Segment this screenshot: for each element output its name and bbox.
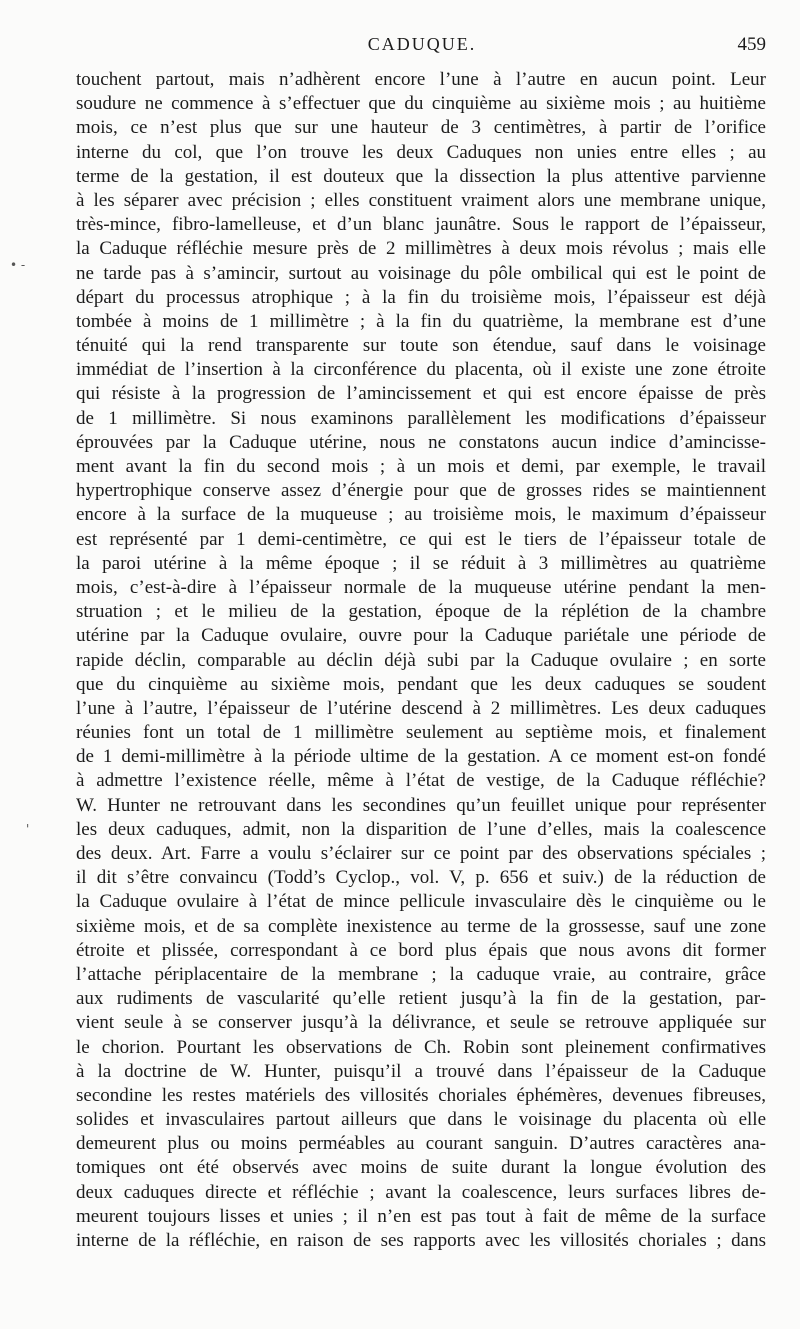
text-line: mois, c’est-à-dire à l’épaisseur normale de la muqueuse utérine pendant la men- bbox=[76, 576, 766, 598]
text-line: il dit s’être convaincu (Todd’s Cyclop., vol. V, p. 656 et suiv.) de la réduction de bbox=[76, 867, 766, 889]
text-line: à la doctrine de W. Hunter, puisqu’il a trouvé dans l’épaisseur de la Caduque bbox=[76, 1060, 766, 1082]
text-line: des deux. Art. Farre a voulu s’éclairer sur ce point par des observations spéciales ; bbox=[76, 843, 766, 864]
margin-speck-mark: • - bbox=[10, 258, 26, 272]
text-line: à admettre l’existence réelle, même à l’état de vestige, de la Caduque réfléchie? bbox=[76, 770, 766, 792]
running-head bbox=[78, 34, 766, 60]
text-line: interne du col, que l’on trouve les deux Caduques non unies entre elles ; au bbox=[76, 141, 766, 163]
text-line: interne de la réfléchie, en raison de ses rapports avec les villosités choriales ; dans bbox=[76, 1230, 766, 1251]
text-line: encore à la surface de la muqueuse ; au troisième mois, le maximum d’épaisseur bbox=[76, 504, 766, 526]
margin-speck-mark: ' bbox=[26, 822, 30, 836]
text-line: soudure ne commence à s’effectuer que du cinquième au sixième mois ; au huitième bbox=[76, 93, 766, 115]
text-line: vient seule à se conserver jusqu’à la délivrance, et seule se retrouve appliquée sur bbox=[76, 1012, 766, 1034]
text-line: la paroi utérine à la même époque ; il se réduit à 3 millimètres au quatrième bbox=[76, 552, 766, 574]
text-line: utérine par la Caduque ovulaire, ouvre pour la Caduque pariétale une période de bbox=[76, 625, 766, 647]
text-line: hypertrophique conserve assez d’énergie pour que de grosses rides se maintiennent bbox=[76, 480, 766, 502]
text-line: ténuité qui la rend transparente sur toute son étendue, sauf dans le voisinage bbox=[76, 335, 766, 357]
text-line: ment avant la fin du second mois ; à un mois et demi, par exemple, le travail bbox=[76, 456, 766, 477]
text-line: que du cinquième au sixième mois, pendant que les deux caduques se soudent bbox=[76, 673, 766, 695]
text-line: struation ; et le milieu de la gestation, époque de la réplétion de la chambre bbox=[76, 601, 766, 623]
text-line: ne tarde pas à s’amincir, surtout au voisinage du pôle ombilical qui est le point de bbox=[76, 262, 766, 284]
text-line: tomiques ont été observés avec moins de suite durant la longue évolution des bbox=[76, 1157, 766, 1179]
text-line: l’attache périplacentaire de la membrane ; la caduque vraie, au contraire, grâce bbox=[76, 963, 766, 985]
page-number: 459 bbox=[737, 34, 766, 55]
text-line: le chorion. Pourtant les observations de Ch. Robin sont pleinement confirmatives bbox=[76, 1036, 766, 1058]
text-line: rapide déclin, comparable au déclin déjà subi par la Caduque ovulaire ; en sorte bbox=[76, 649, 766, 671]
text-line: W. Hunter ne retrouvant dans les secondines qu’un feuillet unique pour représenter bbox=[76, 794, 766, 816]
text-line: de 1 demi-millimètre à la période ultime de la gestation. A ce moment est-on fondé bbox=[76, 746, 766, 768]
text-line: réunies font un total de 1 millimètre seulement au septième mois, et finalement bbox=[76, 722, 766, 744]
text-line: terme de la gestation, il est douteux que la dissection la plus attentive parvienne bbox=[76, 165, 766, 187]
running-title: CADUQUE. bbox=[367, 34, 477, 54]
text-line: est représenté par 1 demi-centimètre, ce qui est le tiers de l’épaisseur totale de bbox=[76, 528, 766, 550]
text-line: deux caduques directe et réfléchie ; avant la coalescence, leurs surfaces libres de- bbox=[76, 1181, 766, 1203]
text-line: étroite et plissée, correspondant à ce bord plus épais que nous avons dit former bbox=[76, 939, 766, 961]
text-line: meurent toujours lisses et unies ; il n’en est pas tout à fait de même de la surface bbox=[76, 1205, 766, 1227]
text-line: sixième mois, et de sa complète inexistence au terme de la grossesse, sauf une zone bbox=[76, 915, 766, 937]
text-line: départ du processus atrophique ; à la fin du troisième mois, l’épaisseur est déjà bbox=[76, 286, 766, 308]
text-line: tombée à moins de 1 millimètre ; à la fin du quatrième, la membrane est d’une bbox=[76, 310, 766, 332]
text-line: aux rudiments de vascularité qu’elle retient jusqu’à la fin de la gestation, par- bbox=[76, 988, 766, 1010]
text-line: la Caduque réfléchie mesure près de 2 millimètres à deux mois révolus ; mais elle bbox=[76, 238, 766, 260]
text-line: mois, ce n’est plus que sur une hauteur de 3 centimètres, à partir de l’orifice bbox=[76, 117, 766, 139]
text-line: la Caduque ovulaire à l’état de mince pellicule invasculaire dès le cinquième ou le bbox=[76, 891, 766, 913]
text-line: les deux caduques, admit, non la disparition de l’une d’elles, mais la coalescence bbox=[76, 818, 766, 840]
text-line: solides et invasculaires partout ailleurs que dans le voisinage du placenta où elle bbox=[76, 1109, 766, 1131]
text-line: de 1 millimètre. Si nous examinons parallèlement les modifications d’épaisseur bbox=[76, 407, 766, 429]
text-line: touchent partout, mais n’adhèrent encore l’une à l’autre en aucun point. Leur bbox=[76, 69, 766, 90]
text-line: secondine les restes matériels des villosités choriales éphémères, devenues fibreuses, bbox=[76, 1084, 766, 1106]
text-line: qui résiste à la progression de l’amincissement et qui est encore épaisse de près bbox=[76, 383, 766, 405]
body-text bbox=[76, 68, 766, 1253]
text-line: à les séparer avec précision ; elles constituent vraiment alors une membrane unique, bbox=[76, 189, 766, 211]
text-line: éprouvées par la Caduque utérine, nous ne constatons aucun indice d’amincisse- bbox=[76, 431, 766, 453]
text-line: très-mince, fibro-lamelleuse, et d’un blanc jaunâtre. Sous le rapport de l’épaisseur, bbox=[76, 214, 766, 236]
text-line: demeurent plus ou moins perméables au courant sanguin. D’autres caractères ana- bbox=[76, 1133, 766, 1155]
text-line: l’une à l’autre, l’épaisseur de l’utérine descend à 2 millimètres. Les deux caduques bbox=[76, 697, 766, 719]
text-line: immédiat de l’insertion à la circonférence du placenta, où il existe une zone étroite bbox=[76, 359, 766, 381]
